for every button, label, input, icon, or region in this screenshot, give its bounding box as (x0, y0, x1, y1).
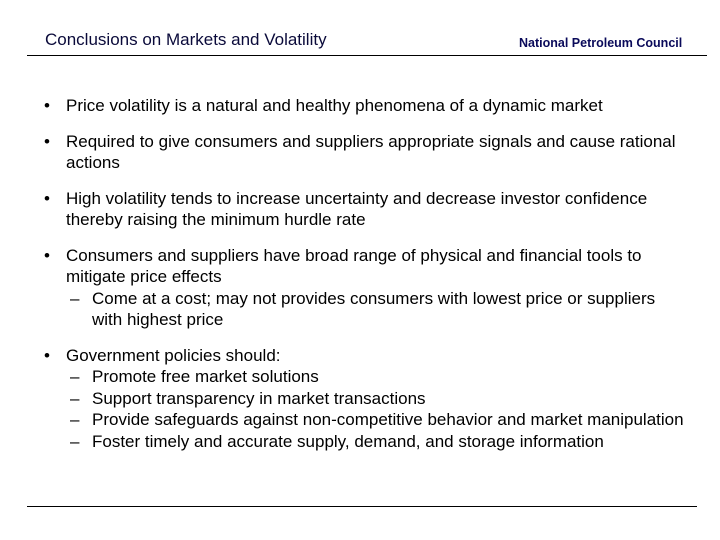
organization-name: National Petroleum Council (519, 36, 683, 50)
sub-bullet-list (66, 366, 684, 452)
bullet-text: Consumers and suppliers have broad range of physical and financial tools to mitigate price effects (66, 245, 642, 286)
footer-divider (27, 506, 697, 507)
sub-bullet-item: – Promote free market solutions (66, 366, 684, 388)
bullet-text: Price volatility is a natural and healthy phenomena of a dynamic market (66, 96, 603, 115)
bullet-item (44, 188, 684, 231)
bullet-text: Required to give consumers and suppliers appropriate signals and cause rational actions (66, 131, 676, 172)
header-divider (27, 55, 707, 56)
bullet-text: High volatility tends to increase uncertainty and decrease investor confidence thereby raising the minimum hurdle rate (66, 188, 648, 229)
bullet-text: Government policies should: (66, 345, 281, 365)
bullet-item (44, 131, 684, 174)
sub-bullet-item: – Come at a cost; may not provides consumers with lowest price or suppliers with highest price (66, 288, 684, 331)
sub-bullet-item: – Support transparency in market transactions (66, 388, 684, 410)
bullet-item (44, 95, 684, 117)
sub-bullet-list (66, 288, 684, 331)
sub-bullet-item: – Provide safeguards against non-competitive behavior and market manipulation (66, 409, 684, 431)
slide-title: Conclusions on Markets and Volatility (45, 30, 327, 49)
bullet-item (44, 245, 684, 331)
bullet-list (44, 95, 684, 466)
sub-bullet-item: – Foster timely and accurate supply, demand, and storage information (66, 431, 684, 453)
bullet-item (44, 345, 684, 453)
